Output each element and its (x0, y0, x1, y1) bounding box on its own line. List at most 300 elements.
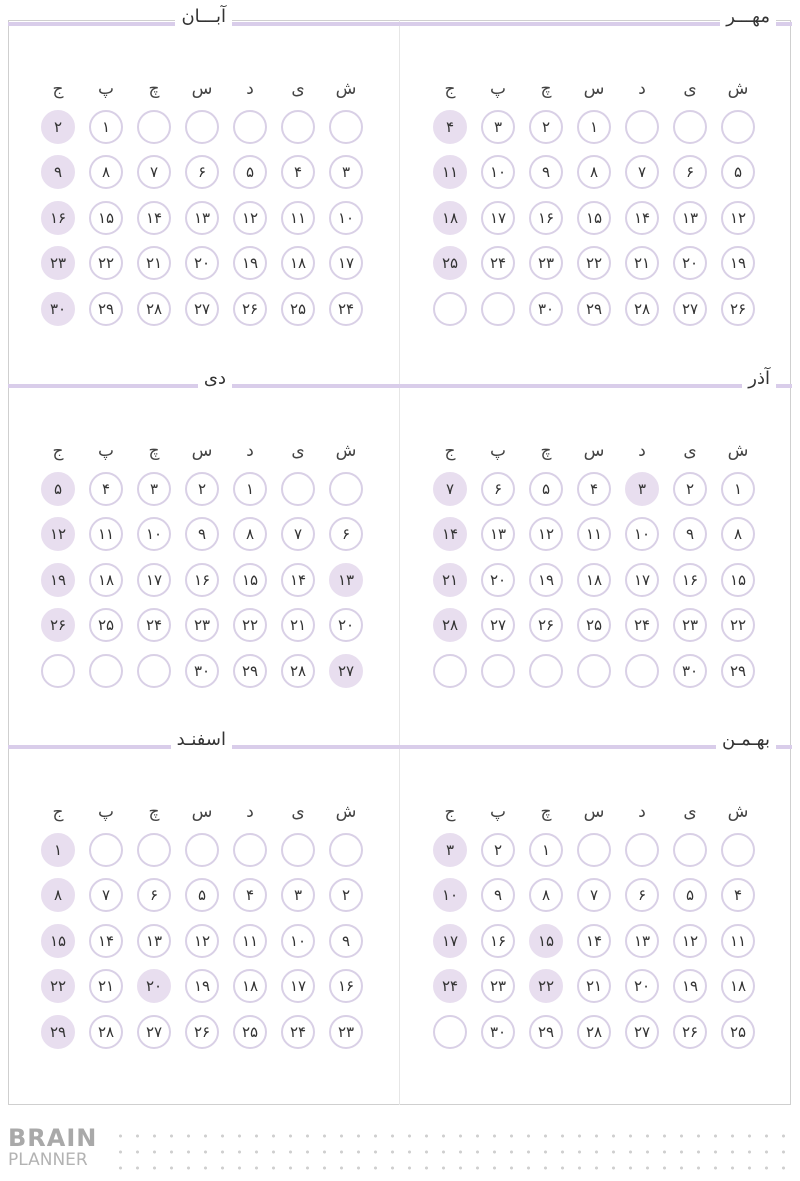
day-circle[interactable]: ۳۰ (185, 654, 219, 688)
day-circle[interactable]: ۲۱ (281, 608, 315, 642)
day-circle[interactable]: ۲۰ (137, 969, 171, 1003)
day-circle[interactable]: ۲۸ (433, 608, 467, 642)
day-circle[interactable]: ۱۰ (281, 924, 315, 958)
day-circle[interactable]: ۲۶ (233, 292, 267, 326)
day-circle[interactable]: ۱۱ (89, 517, 123, 551)
day-circle[interactable]: ۲۸ (281, 654, 315, 688)
day-circle[interactable]: ۹ (673, 517, 707, 551)
day-cell (522, 195, 570, 241)
day-circle[interactable]: ۲۹ (233, 654, 267, 688)
day-circle[interactable]: ۱ (721, 472, 755, 506)
day-circle[interactable]: ۱۱ (281, 201, 315, 235)
day-circle[interactable]: ۲۳ (481, 969, 515, 1003)
day-circle[interactable]: ۱۳ (481, 517, 515, 551)
day-circle[interactable]: ۱۱ (577, 517, 611, 551)
day-circle[interactable]: ۸ (529, 878, 563, 912)
day-circle[interactable]: ۲۲ (41, 969, 75, 1003)
day-circle[interactable]: ۲۶ (529, 608, 563, 642)
day-circle[interactable]: ۱۷ (481, 201, 515, 235)
day-circle[interactable]: ۲۸ (625, 292, 659, 326)
day-circle[interactable]: ۱۶ (529, 201, 563, 235)
day-circle[interactable]: ۲۴ (281, 1015, 315, 1049)
day-circle[interactable]: ۷ (625, 155, 659, 189)
day-cell (426, 557, 474, 603)
day-circle[interactable]: ۱۶ (41, 201, 75, 235)
day-circle[interactable]: ۱۳ (625, 924, 659, 958)
empty-day-circle[interactable] (281, 110, 315, 144)
day-circle[interactable]: ۵ (721, 155, 755, 189)
day-cell (426, 964, 474, 1010)
day-circle[interactable]: ۱۷ (137, 563, 171, 597)
day-grid (34, 436, 370, 694)
empty-day-circle[interactable] (41, 654, 75, 688)
day-circle[interactable]: ۷ (89, 878, 123, 912)
day-circle[interactable]: ۱۹ (41, 563, 75, 597)
day-circle[interactable]: ۲۴ (625, 608, 659, 642)
day-circle[interactable]: ۱۸ (721, 969, 755, 1003)
day-circle[interactable]: ۱۹ (185, 969, 219, 1003)
day-cell (426, 466, 474, 512)
day-circle[interactable]: ۱۲ (41, 517, 75, 551)
day-circle[interactable]: ۱۱ (433, 155, 467, 189)
day-circle[interactable]: ۲۳ (185, 608, 219, 642)
weekday-header: س (191, 79, 213, 99)
day-cell (274, 1009, 322, 1055)
weekday-header: د (638, 79, 646, 99)
day-circle[interactable]: ۱۵ (529, 924, 563, 958)
empty-day-circle[interactable] (481, 654, 515, 688)
day-circle[interactable]: ۳۰ (41, 292, 75, 326)
weekday-header: چ (148, 79, 160, 99)
day-circle[interactable]: ۲ (673, 472, 707, 506)
day-circle[interactable]: ۹ (481, 878, 515, 912)
day-circle[interactable]: ۱۲ (185, 924, 219, 958)
day-circle[interactable]: ۱۲ (529, 517, 563, 551)
month-azar (400, 368, 792, 744)
day-circle[interactable]: ۱۲ (233, 201, 267, 235)
day-cell (130, 557, 178, 603)
weekday-header: ش (335, 441, 357, 461)
day-circle[interactable]: ۱۵ (233, 563, 267, 597)
day-cell (666, 195, 714, 241)
weekday-header: س (191, 802, 213, 822)
day-cell (714, 512, 762, 558)
empty-day-circle[interactable] (89, 654, 123, 688)
day-circle[interactable]: ۲۹ (577, 292, 611, 326)
day-cell (426, 873, 474, 919)
day-circle[interactable]: ۲۸ (137, 292, 171, 326)
day-cell (226, 873, 274, 919)
day-circle[interactable]: ۲۰ (481, 563, 515, 597)
empty-day-circle[interactable] (673, 110, 707, 144)
day-circle[interactable]: ۱۱ (233, 924, 267, 958)
weekday-header: ج (52, 802, 64, 822)
day-cell (274, 873, 322, 919)
day-circle[interactable]: ۲۸ (89, 1015, 123, 1049)
day-circle[interactable]: ۶ (137, 878, 171, 912)
day-circle[interactable]: ۲۱ (137, 246, 171, 280)
day-circle[interactable]: ۱۶ (329, 969, 363, 1003)
day-circle[interactable]: ۱۴ (433, 517, 467, 551)
day-cell (714, 557, 762, 603)
day-circle[interactable]: ۱۶ (673, 563, 707, 597)
day-cell (322, 195, 370, 241)
day-circle[interactable]: ۲۲ (529, 969, 563, 1003)
day-circle[interactable]: ۱۸ (89, 563, 123, 597)
day-cell (34, 964, 82, 1010)
empty-day-circle[interactable] (625, 110, 659, 144)
day-circle[interactable]: ۲۶ (185, 1015, 219, 1049)
empty-day-circle[interactable] (433, 292, 467, 326)
day-circle[interactable]: ۲۰ (625, 969, 659, 1003)
month-title: آبـــان (175, 6, 232, 28)
day-circle[interactable]: ۳۰ (529, 292, 563, 326)
day-circle[interactable]: ۲۲ (577, 246, 611, 280)
day-cell (426, 603, 474, 649)
empty-day-circle[interactable] (481, 292, 515, 326)
day-circle[interactable]: ۱۵ (89, 201, 123, 235)
day-circle[interactable]: ۲۵ (233, 1015, 267, 1049)
day-cell (322, 1009, 370, 1055)
day-circle[interactable]: ۲ (185, 472, 219, 506)
day-circle[interactable]: ۱۸ (577, 563, 611, 597)
empty-day-circle[interactable] (281, 472, 315, 506)
empty-day-circle[interactable] (529, 654, 563, 688)
day-circle[interactable]: ۳ (433, 833, 467, 867)
day-circle[interactable]: ۱۰ (625, 517, 659, 551)
day-circle[interactable]: ۳۰ (481, 1015, 515, 1049)
day-cell (522, 1009, 570, 1055)
day-circle[interactable]: ۱۹ (529, 563, 563, 597)
day-circle[interactable]: ۶ (673, 155, 707, 189)
day-cell (82, 195, 130, 241)
day-cell (714, 648, 762, 694)
day-circle[interactable]: ۲ (329, 878, 363, 912)
day-circle[interactable]: ۱ (41, 833, 75, 867)
day-circle[interactable]: ۱ (577, 110, 611, 144)
day-circle[interactable]: ۱ (89, 110, 123, 144)
day-circle[interactable]: ۲ (529, 110, 563, 144)
day-circle[interactable]: ۱۶ (481, 924, 515, 958)
day-circle[interactable]: ۱۵ (721, 563, 755, 597)
day-cell (522, 286, 570, 332)
day-circle[interactable]: ۵ (233, 155, 267, 189)
day-circle[interactable]: ۵ (185, 878, 219, 912)
day-circle[interactable]: ۱۳ (329, 563, 363, 597)
day-cell (274, 964, 322, 1010)
day-circle[interactable]: ۳۰ (673, 654, 707, 688)
day-circle[interactable]: ۱۳ (137, 924, 171, 958)
day-cell (714, 918, 762, 964)
day-circle[interactable]: ۲۲ (721, 608, 755, 642)
day-circle[interactable]: ۴ (281, 155, 315, 189)
empty-day-circle[interactable] (185, 110, 219, 144)
day-circle[interactable]: ۲۹ (41, 1015, 75, 1049)
day-circle[interactable]: ۱۹ (721, 246, 755, 280)
day-circle[interactable]: ۴ (577, 472, 611, 506)
empty-day-circle[interactable] (433, 654, 467, 688)
day-circle[interactable]: ۱۱ (721, 924, 755, 958)
day-circle[interactable]: ۴ (433, 110, 467, 144)
month-bahman (400, 729, 792, 1105)
day-cell (34, 873, 82, 919)
day-cell (34, 512, 82, 558)
day-circle[interactable]: ۷ (281, 517, 315, 551)
month-title: اسفنـد (171, 729, 232, 751)
day-cell (570, 557, 618, 603)
day-circle[interactable]: ۲۹ (721, 654, 755, 688)
empty-day-circle[interactable] (577, 833, 611, 867)
day-cell (178, 195, 226, 241)
day-circle[interactable]: ۲۱ (577, 969, 611, 1003)
empty-day-circle[interactable] (721, 833, 755, 867)
empty-day-circle[interactable] (233, 110, 267, 144)
day-cell (474, 1009, 522, 1055)
day-cell (426, 1009, 474, 1055)
day-circle[interactable]: ۷ (433, 472, 467, 506)
day-circle[interactable]: ۱۰ (433, 878, 467, 912)
day-circle[interactable]: ۱۷ (281, 969, 315, 1003)
day-circle[interactable]: ۶ (329, 517, 363, 551)
day-cell (82, 873, 130, 919)
day-circle[interactable]: ۸ (89, 155, 123, 189)
day-circle[interactable]: ۲۳ (329, 1015, 363, 1049)
day-cell (474, 104, 522, 150)
day-circle[interactable]: ۲۳ (41, 246, 75, 280)
day-circle[interactable]: ۲۵ (721, 1015, 755, 1049)
day-circle[interactable]: ۱۷ (433, 924, 467, 958)
day-circle[interactable]: ۲۱ (89, 969, 123, 1003)
day-cell (178, 557, 226, 603)
day-circle[interactable]: ۳ (625, 472, 659, 506)
empty-day-circle[interactable] (185, 833, 219, 867)
day-cell (226, 241, 274, 287)
day-cell (226, 286, 274, 332)
day-circle[interactable]: ۲۷ (185, 292, 219, 326)
empty-day-circle[interactable] (433, 1015, 467, 1049)
day-circle[interactable]: ۲۳ (529, 246, 563, 280)
day-circle[interactable]: ۲۵ (433, 246, 467, 280)
weekday-header: پ (97, 79, 114, 99)
empty-day-circle[interactable] (233, 833, 267, 867)
day-circle[interactable]: ۲۷ (481, 608, 515, 642)
day-circle[interactable]: ۲۵ (89, 608, 123, 642)
day-circle[interactable]: ۳ (281, 878, 315, 912)
day-circle[interactable]: ۱۲ (721, 201, 755, 235)
day-circle[interactable]: ۱۴ (577, 924, 611, 958)
day-circle[interactable]: ۷ (577, 878, 611, 912)
day-circle[interactable]: ۱۸ (281, 246, 315, 280)
day-cell (322, 241, 370, 287)
weekday-header: چ (540, 802, 552, 822)
day-circle[interactable]: ۱۰ (329, 201, 363, 235)
day-circle[interactable]: ۳ (481, 110, 515, 144)
day-circle[interactable]: ۲۲ (89, 246, 123, 280)
day-circle[interactable]: ۹ (41, 155, 75, 189)
day-circle[interactable]: ۲۵ (577, 608, 611, 642)
day-circle[interactable]: ۲۶ (41, 608, 75, 642)
empty-day-circle[interactable] (89, 833, 123, 867)
day-circle[interactable]: ۱۴ (89, 924, 123, 958)
day-circle[interactable]: ۵ (41, 472, 75, 506)
weekday-header: س (191, 441, 213, 461)
day-circle[interactable]: ۷ (137, 155, 171, 189)
day-circle[interactable]: ۳ (137, 472, 171, 506)
day-cell (226, 195, 274, 241)
day-cell (474, 603, 522, 649)
day-cell (226, 964, 274, 1010)
day-circle[interactable]: ۲۵ (281, 292, 315, 326)
day-cell (274, 827, 322, 873)
day-circle[interactable]: ۲۴ (329, 292, 363, 326)
day-circle[interactable]: ۲۰ (673, 246, 707, 280)
day-circle[interactable]: ۴ (233, 878, 267, 912)
day-circle[interactable]: ۱۴ (625, 201, 659, 235)
day-cell (226, 557, 274, 603)
day-circle[interactable]: ۱۴ (281, 563, 315, 597)
day-cell (522, 648, 570, 694)
day-cell (714, 241, 762, 287)
day-circle[interactable]: ۲۷ (625, 1015, 659, 1049)
day-cell (714, 195, 762, 241)
day-circle[interactable]: ۸ (577, 155, 611, 189)
day-cell (274, 286, 322, 332)
day-cell (178, 827, 226, 873)
day-circle[interactable]: ۱۰ (481, 155, 515, 189)
day-circle[interactable]: ۲۸ (577, 1015, 611, 1049)
day-circle[interactable]: ۲۲ (233, 608, 267, 642)
day-circle[interactable]: ۱۷ (329, 246, 363, 280)
day-circle[interactable]: ۲۰ (185, 246, 219, 280)
day-circle[interactable]: ۲۹ (529, 1015, 563, 1049)
day-cell (82, 241, 130, 287)
empty-day-circle[interactable] (329, 833, 363, 867)
day-circle[interactable]: ۱۲ (673, 924, 707, 958)
day-circle[interactable]: ۹ (529, 155, 563, 189)
day-circle[interactable]: ۲ (41, 110, 75, 144)
day-cell (130, 104, 178, 150)
day-cell (34, 241, 82, 287)
day-cell (178, 286, 226, 332)
day-circle[interactable]: ۲۶ (721, 292, 755, 326)
day-cell (474, 557, 522, 603)
day-circle[interactable]: ۸ (721, 517, 755, 551)
empty-day-circle[interactable] (137, 833, 171, 867)
day-circle[interactable]: ۲۴ (481, 246, 515, 280)
weekday-header: پ (489, 802, 506, 822)
empty-day-circle[interactable] (577, 654, 611, 688)
day-circle[interactable]: ۱۹ (673, 969, 707, 1003)
empty-day-circle[interactable] (721, 110, 755, 144)
day-circle[interactable]: ۲۷ (329, 654, 363, 688)
day-circle[interactable]: ۲۷ (137, 1015, 171, 1049)
day-circle[interactable]: ۲۹ (89, 292, 123, 326)
day-circle[interactable]: ۱۸ (233, 969, 267, 1003)
day-cell (474, 286, 522, 332)
day-cell (226, 104, 274, 150)
day-circle[interactable]: ۱۴ (137, 201, 171, 235)
day-cell (666, 964, 714, 1010)
day-cell (426, 150, 474, 196)
day-circle[interactable]: ۵ (529, 472, 563, 506)
day-circle[interactable]: ۲۴ (433, 969, 467, 1003)
day-circle[interactable]: ۱۳ (673, 201, 707, 235)
day-circle[interactable]: ۱۵ (577, 201, 611, 235)
day-circle[interactable]: ۲۰ (329, 608, 363, 642)
day-cell (82, 512, 130, 558)
day-circle[interactable]: ۲ (481, 833, 515, 867)
day-circle[interactable]: ۶ (481, 472, 515, 506)
day-circle[interactable]: ۶ (625, 878, 659, 912)
day-circle[interactable]: ۹ (329, 924, 363, 958)
day-circle[interactable]: ۴ (721, 878, 755, 912)
day-cell (666, 918, 714, 964)
day-circle[interactable]: ۲۶ (673, 1015, 707, 1049)
day-circle[interactable]: ۴ (89, 472, 123, 506)
day-circle[interactable]: ۲۴ (137, 608, 171, 642)
weekday-header: ج (52, 441, 64, 461)
empty-day-circle[interactable] (137, 110, 171, 144)
day-circle[interactable]: ۲۳ (673, 608, 707, 642)
brand-logo (8, 1126, 97, 1170)
day-circle[interactable]: ۱۷ (625, 563, 659, 597)
day-circle[interactable]: ۱۹ (233, 246, 267, 280)
month-mehr (400, 6, 792, 382)
day-circle[interactable]: ۱۵ (41, 924, 75, 958)
day-circle[interactable]: ۱ (529, 833, 563, 867)
day-cell (82, 1009, 130, 1055)
day-circle[interactable]: ۹ (185, 517, 219, 551)
day-circle[interactable]: ۱۰ (137, 517, 171, 551)
day-cell (178, 104, 226, 150)
empty-day-circle[interactable] (625, 654, 659, 688)
empty-day-circle[interactable] (281, 833, 315, 867)
day-circle[interactable]: ۲۱ (433, 563, 467, 597)
day-cell (522, 466, 570, 512)
day-cell (714, 873, 762, 919)
day-cell (178, 964, 226, 1010)
empty-day-circle[interactable] (673, 833, 707, 867)
brand-line2: PLANNER (8, 1150, 88, 1170)
empty-day-circle[interactable] (625, 833, 659, 867)
empty-day-circle[interactable] (329, 472, 363, 506)
day-cell (474, 648, 522, 694)
day-circle[interactable]: ۵ (673, 878, 707, 912)
day-grid (426, 797, 762, 1055)
empty-day-circle[interactable] (137, 654, 171, 688)
empty-day-circle[interactable] (329, 110, 363, 144)
day-circle[interactable]: ۶ (185, 155, 219, 189)
weekday-header: د (638, 802, 646, 822)
day-circle[interactable]: ۱۶ (185, 563, 219, 597)
weekday-header: ی (683, 802, 697, 822)
day-circle[interactable]: ۸ (41, 878, 75, 912)
day-cell (666, 873, 714, 919)
day-circle[interactable]: ۱ (233, 472, 267, 506)
day-cell (618, 557, 666, 603)
day-circle[interactable]: ۱۸ (433, 201, 467, 235)
day-circle[interactable]: ۳ (329, 155, 363, 189)
day-circle[interactable]: ۲۱ (625, 246, 659, 280)
day-cell (522, 827, 570, 873)
day-cell (426, 918, 474, 964)
day-cell (130, 241, 178, 287)
day-circle[interactable]: ۲۷ (673, 292, 707, 326)
day-cell (618, 918, 666, 964)
day-cell (474, 466, 522, 512)
day-circle[interactable]: ۸ (233, 517, 267, 551)
day-circle[interactable]: ۱۳ (185, 201, 219, 235)
